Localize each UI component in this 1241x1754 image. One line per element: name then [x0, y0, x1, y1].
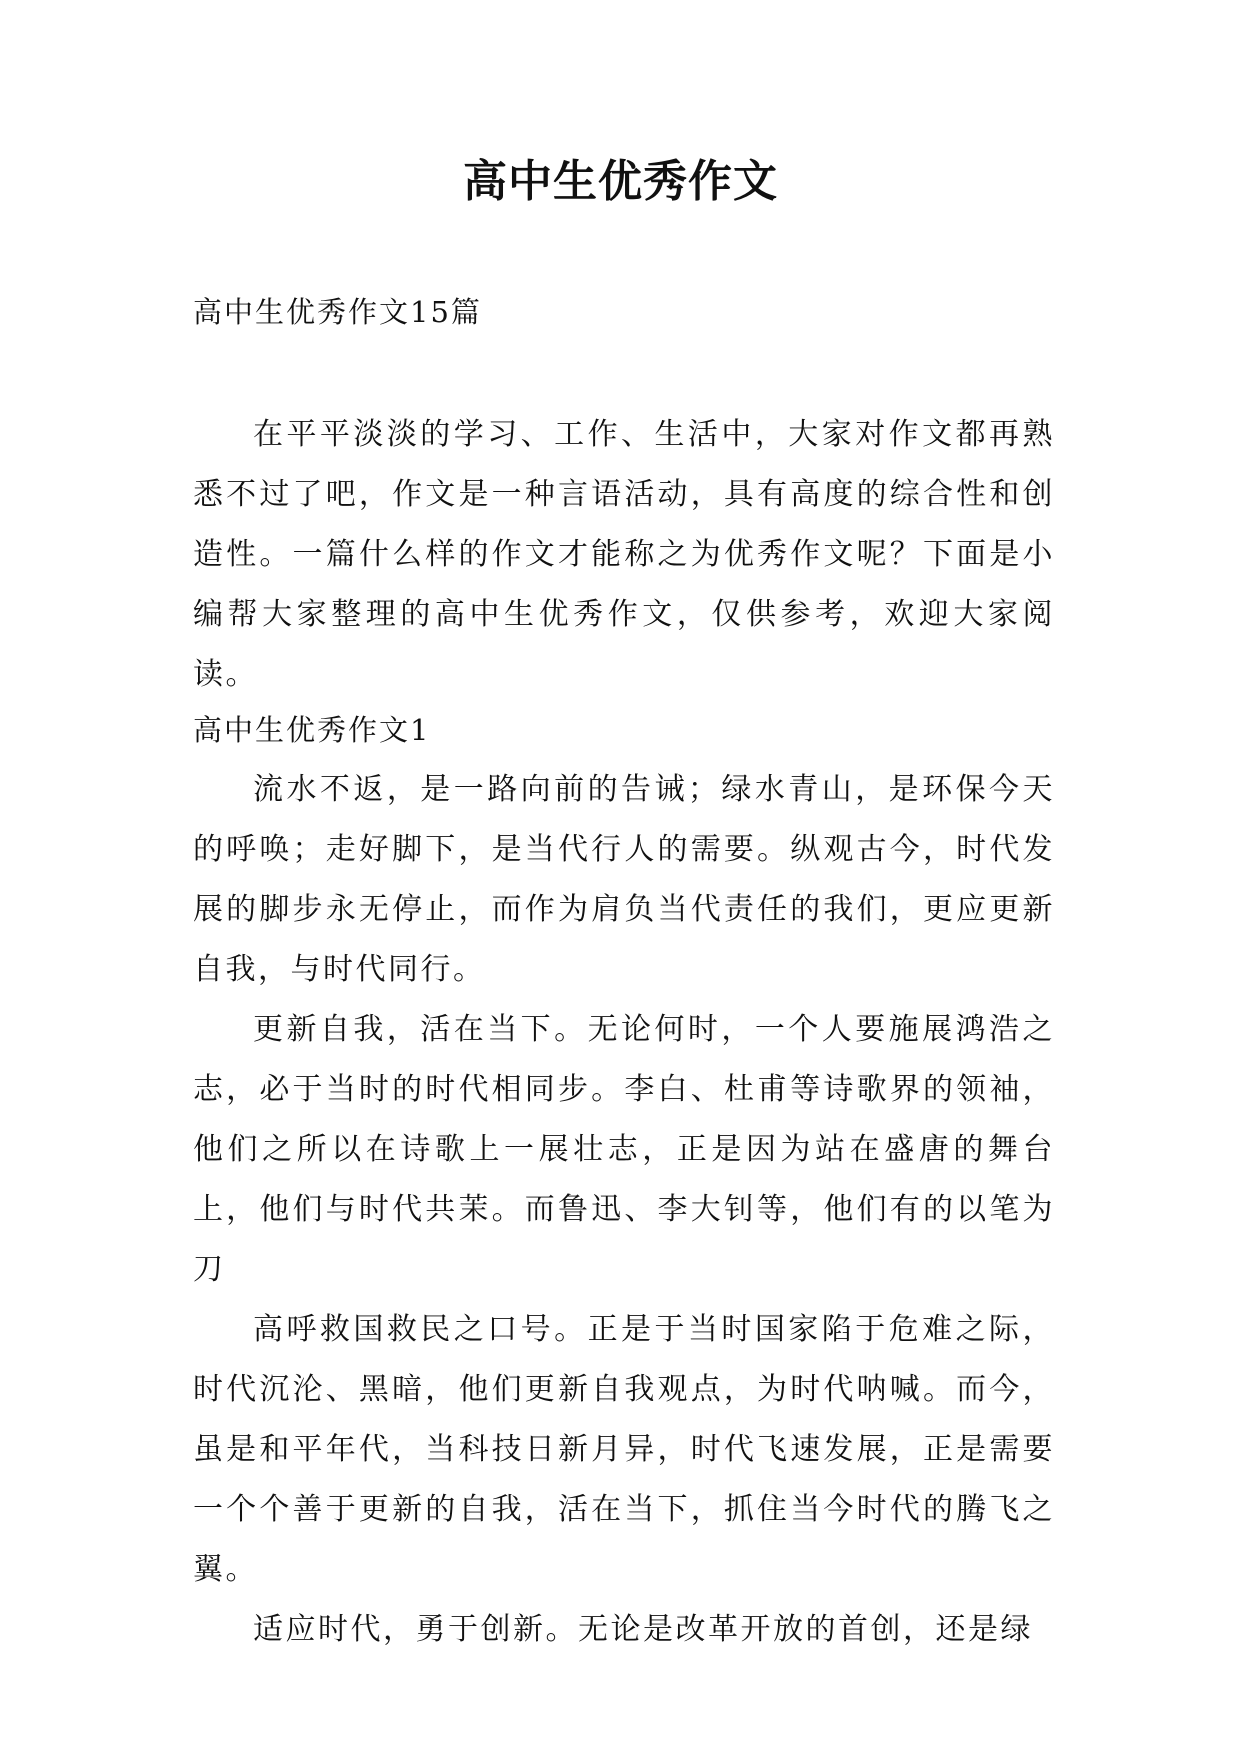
body-paragraph: 流水不返，是一路向前的告诫；绿水青山，是环保今天的呼唤；走好脚下，是当代行人的需要。纵观古今，时代发展的脚步永无停止，而作为肩负当代责任的我们，更应更新自我，与时代同行。 [193, 772, 1055, 987]
body-paragraph: 适应时代，勇于创新。无论是改革开放的首创，还是绿 [253, 1612, 1033, 1647]
document-title: 高中生优秀作文 [463, 156, 778, 207]
body-paragraph: 更新自我，活在当下。无论何时，一个人要施展鸿浩之志，必于当时的时代相同步。李白、杜甫等诗歌界的领袖，他们之所以在诗歌上一展壮志，正是因为站在盛唐的舞台上，他们与时代共茉。而鲁迅、李大钊等，他们有的以笔为刀 [193, 1012, 1055, 1287]
intro-paragraph: 在平平淡淡的学习、工作、生活中，大家对作文都再熟悉不过了吧，作文是一种言语活动，具有高度的综合性和创造性。一篇什么样的作文才能称之为优秀作文呢？下面是小编帮大家整理的高中生优秀作文，仅供参考，欢迎大家阅读。 [193, 417, 1055, 692]
section-heading: 高中生优秀作文1 [193, 713, 431, 747]
essay-section-1 [193, 700, 1055, 1660]
intro-block [193, 405, 1055, 705]
body-paragraph: 高呼救国救民之口号。正是于当时国家陷于危难之际，时代沉沦、黑暗，他们更新自我观点，为时代呐喊。而今，虽是和平年代，当科技日新月异，时代飞速发展，正是需要一个个善于更新的自我，活在当下，抓住当今时代的腾飞之翼。 [193, 1312, 1055, 1587]
document-subtitle: 高中生优秀作文15篇 [193, 295, 482, 329]
